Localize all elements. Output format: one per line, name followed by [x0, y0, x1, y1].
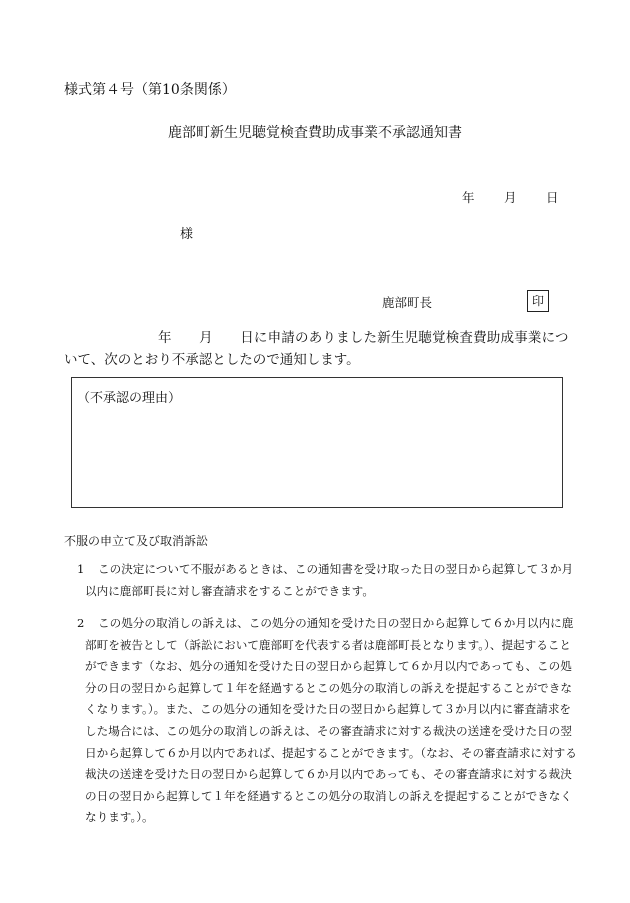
appeal-heading: 不服の申立て及び取消訴訟: [64, 534, 209, 548]
appeal-item-number: 1: [77, 562, 85, 576]
notice-body-line-2: いて、次のとおり不承認としたので通知します。: [64, 352, 360, 368]
addressee-suffix: 様: [180, 227, 194, 242]
date-line: [462, 188, 559, 206]
date-month-label: 月: [504, 190, 517, 205]
issuer-name: 鹿部町長: [382, 295, 433, 310]
date-day-label: 日: [546, 190, 559, 205]
date-year-label: 年: [462, 190, 475, 205]
reason-box: [71, 377, 563, 508]
appeal-item-number: 2: [77, 616, 85, 630]
appeal-item-text: この処分の取消しの訴えは、この処分の通知を受けた日の翌日から起算して６か月以内に鹿部町を被告として（訴訟において鹿部町を代表する者は鹿部町長となります。）、提起することができます（なお、処分の通知を受けた日の翌日から起算して６か月以内であっても、この処分の日の翌日から起算して１年を経過するとこの処分の取消しの訴えを提起することができなくなります。）。また、この処分の通知を受けた日の翌日から起算して３か月以内に審査請求をした場合には、この処分の取消しの訴えは、その審査請求に対する裁決の送達を受けた日の翌日から起算して６か月以内であれば、提起することができます。（なお、その審査請求に対する裁決の送達を受けた日の翌日から起算して６か月以内であっても、その審査請求に対する裁決の日の翌日から起算して１年を経過するとこの処分の取消しの訴えを提起することができなくなります。）。: [85, 616, 577, 825]
form-number: 様式第４号（第10条関係）: [64, 82, 236, 98]
appeal-item-2: [64, 613, 578, 829]
appeal-item-1: [64, 559, 578, 602]
notice-body-line-1: 年 月 日に申請のありました新生児聴覚検査費助成事業につ: [158, 330, 569, 346]
notice-body: [64, 327, 576, 371]
document-title: 鹿部町新生児聴覚検査費助成事業不承認通知書: [168, 125, 462, 141]
seal-box: 印: [527, 290, 549, 312]
reason-label: （不承認の理由）: [77, 391, 182, 406]
appeal-item-text: この決定について不服があるときは、この通知書を受け取った日の翌日から起算して３か月以内に鹿部町長に対し審査請求をすることができます。: [85, 562, 574, 598]
